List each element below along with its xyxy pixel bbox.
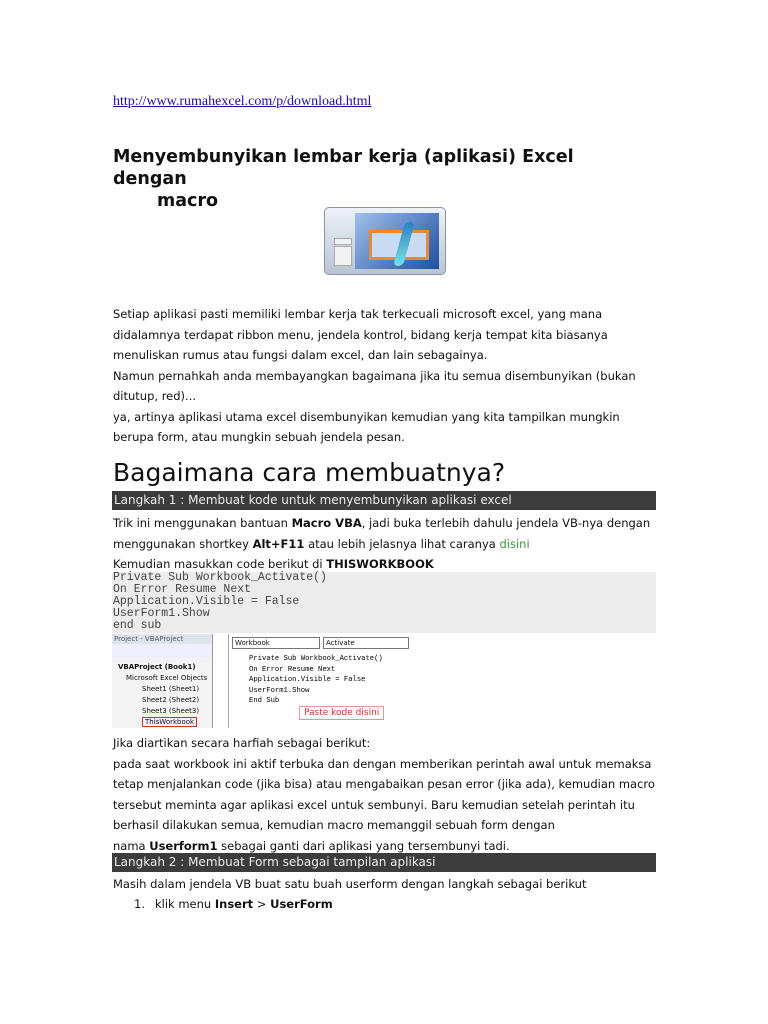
tree-item: Sheet3 (Sheet3) xyxy=(142,707,200,715)
tree-item: VBAProject (Book1) xyxy=(118,663,196,671)
intro-line: ditutup, red)... xyxy=(113,389,197,403)
intro-line: didalamnya terdapat ribbon menu, jendela kontrol, bidang kerja tempat kita biasanya xyxy=(113,327,608,342)
tree-item-thisworkbook: ThisWorkbook xyxy=(142,717,197,727)
step-1-line xyxy=(113,534,673,555)
vbe-code: Private Sub Workbook_Activate() On Error Resume Next Application.Visible = False UserForm1.Show End Sub xyxy=(249,655,383,705)
code-editor xyxy=(228,634,414,728)
step-1-line xyxy=(113,513,673,534)
bold-text: Userform1 xyxy=(149,838,218,853)
procedure-dropdown: Activate xyxy=(323,637,409,649)
step-1-line xyxy=(113,557,673,571)
step-1-header: Langkah 1 : Membuat kode untuk menyembunyikan aplikasi excel xyxy=(112,491,656,510)
bold-text: Macro VBA xyxy=(291,516,362,530)
project-toolbar xyxy=(112,644,212,658)
intro-line: berupa form, atau mungkin sebuah jendela pesan. xyxy=(113,430,405,444)
vbe-screenshot xyxy=(112,634,414,728)
step-1-text xyxy=(113,513,673,571)
code-block: Private Sub Workbook_Activate() On Error Resume Next Application.Visible = False UserForm1.Show end sub xyxy=(112,572,656,633)
tree-item: Sheet1 (Sheet1) xyxy=(142,685,200,693)
intro-paragraph xyxy=(113,304,673,448)
excel-app-icon xyxy=(324,207,446,275)
explanation xyxy=(113,733,673,856)
step-2-header: Langkah 2 : Membuat Form sebagai tampilan aplikasi xyxy=(112,853,656,872)
title-line-2: macro xyxy=(157,191,219,211)
explain-line: pada saat workbook ini aktif terbuka dan dengan memberikan perintah awal untuk memaksa xyxy=(113,756,652,771)
text: klik menu xyxy=(154,897,215,911)
text: atau lebih jelasnya lihat caranya xyxy=(304,536,500,551)
explain-line: tersebut meminta agar aplikasi excel untuk sembunyi. Baru kemudian setelah perintah itu xyxy=(113,797,635,812)
text: menggunakan shortkey xyxy=(113,536,253,551)
intro-line: Setiap aplikasi pasti memiliki lembar kerja tak terkecuali microsoft excel, yang mana xyxy=(113,307,603,321)
text: Kemudian masukkan code berikut di xyxy=(113,557,327,571)
title-line-1: Menyembunyikan lembar kerja (aplikasi) Excel dengan xyxy=(113,147,574,189)
tree-item: Sheet2 (Sheet2) xyxy=(142,696,200,704)
explain-line: berhasil dilakukan semua, kemudian macro memanggil sebuah form dengan xyxy=(113,818,555,832)
disini-link[interactable]: disini xyxy=(499,536,530,551)
explain-line: Jika diartikan secara harfiah sebagai berikut: xyxy=(113,736,371,750)
page-title xyxy=(113,146,653,212)
bold-text: Insert xyxy=(214,897,254,911)
text: > xyxy=(253,897,271,911)
project-title: Project - VBAProject xyxy=(112,634,212,644)
bold-text: UserForm xyxy=(270,897,333,911)
text: nama xyxy=(113,838,150,853)
intro-line: Namun pernahkah anda membayangkan bagaimana jika itu semua disembunyikan (bukan xyxy=(113,368,636,383)
list-number: 1. xyxy=(134,897,145,911)
project-explorer xyxy=(112,634,213,728)
bold-text: Alt+F11 xyxy=(252,536,305,551)
explain-line: tetap menjalankan code (jika bisa) atau mengabaikan pesan error (jika ada), kemudian macro xyxy=(113,777,655,791)
intro-line: menuliskan rumus atau fungsi dalam excel, dan lain sebagainya. xyxy=(113,348,488,362)
tree-item: Microsoft Excel Objects xyxy=(126,674,208,682)
text: Trik ini menggunakan bantuan xyxy=(113,516,292,530)
text: , jadi buka terlebih dahulu jendela VB-nya dengan xyxy=(361,516,651,530)
list-item xyxy=(134,894,694,915)
text: sebagai ganti dari aplikasi yang tersembunyi tadi. xyxy=(217,838,510,853)
intro-line: ya, artinya aplikasi utama excel disembunyikan kemudian yang kita tampilkan mungkin xyxy=(113,409,620,424)
step-2-text: Masih dalam jendela VB buat satu buah userform dengan langkah sebagai berikut xyxy=(113,877,587,891)
callout-label: Paste kode disini xyxy=(299,706,384,720)
object-dropdown: Workbook xyxy=(232,637,320,649)
bold-text: THISWORKBOOK xyxy=(326,557,434,571)
section-heading: Bagaimana cara membuatnya? xyxy=(113,458,506,487)
download-link[interactable]: http://www.rumahexcel.com/p/download.html xyxy=(113,94,372,109)
